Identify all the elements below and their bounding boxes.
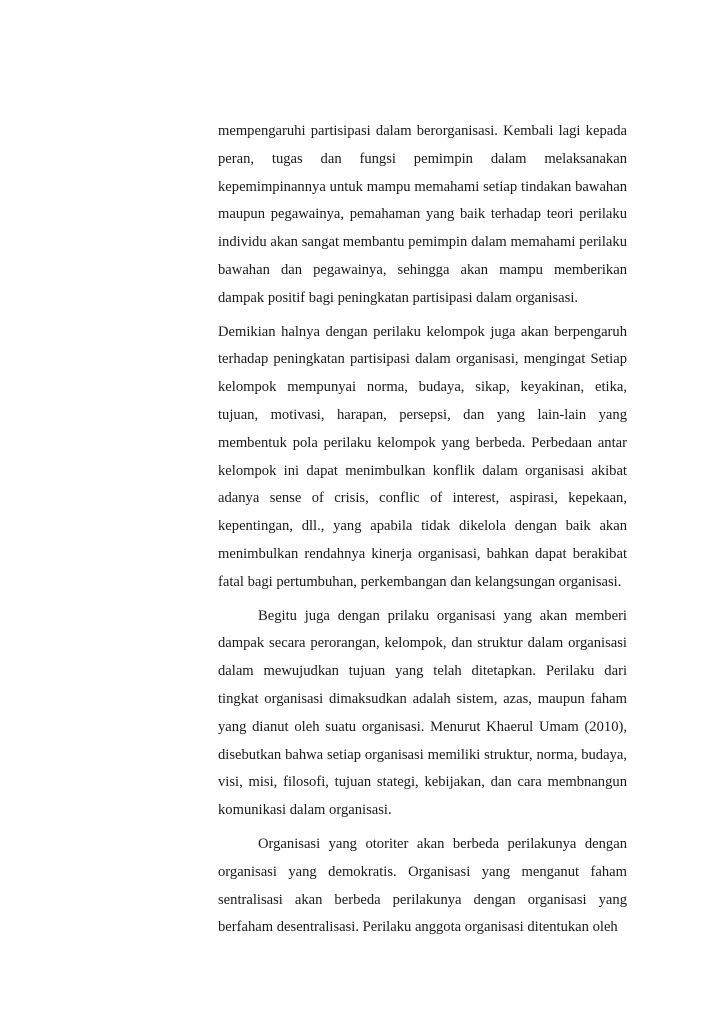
paragraph-2: Demikian halnya dengan perilaku kelompok juga akan berpengaruh terhadap peningkatan partisipasi dalam organisasi, mengingat Setiap kelompok mempunyai norma, budaya, sikap, keyakinan, etika, tujuan, motivasi, harapan, persepsi, dan yang lain-lain yang membentuk pola perilaku kelompok yang berbeda. Perbedaan antar kelompok ini dapat menimbulkan konflik dalam organisasi akibat adanya sense of crisis, conflic of interest, aspirasi, kepekaan, kepentingan, dll., yang apabila tidak dikelola dengan baik akan menimbulkan rendahnya kinerja organisasi, bahkan dapat berakibat fatal bagi pertumbuhan, perkembangan dan kelangsungan organisasi. xyxy=(218,323,627,590)
paragraph-4: Organisasi yang otoriter akan berbeda perilakunya dengan organisasi yang demokratis. Organisasi yang menganut faham sentralisasi akan berbeda perilakunya dengan organisasi yang berfaham desentralisasi. Perilaku anggota organisasi ditentukan oleh xyxy=(218,835,627,936)
body-text xyxy=(218,118,627,948)
paragraph-3: Begitu juga dengan prilaku organisasi yang akan memberi dampak secara perorangan, kelompok, dan struktur dalam organisasi dalam mewujudkan tujuan yang telah ditetapkan. Perilaku dari tingkat organisasi dimaksudkan adalah sistem, azas, maupun faham yang dianut oleh suatu organisasi. Menurut Khaerul Umam (2010), disebutkan bahwa setiap organisasi memiliki struktur, norma, budaya, visi, misi, filosofi, tujuan stategi, kebijakan, dan cara membnangun komunikasi dalam organisasi. xyxy=(218,607,627,819)
paragraph-1: mempengaruhi partisipasi dalam berorganisasi. Kembali lagi kepada peran, tugas dan fungsi pemimpin dalam melaksanakan kepemimpinannya untuk mampu memahami setiap tindakan bawahan maupun pegawainya, pemahaman yang baik terhadap teori perilaku individu akan sangat membantu pemimpin dalam memahami perilaku bawahan dan pegawainya, sehingga akan mampu memberikan dampak positif bagi peningkatan partisipasi dalam organisasi. xyxy=(218,123,627,306)
